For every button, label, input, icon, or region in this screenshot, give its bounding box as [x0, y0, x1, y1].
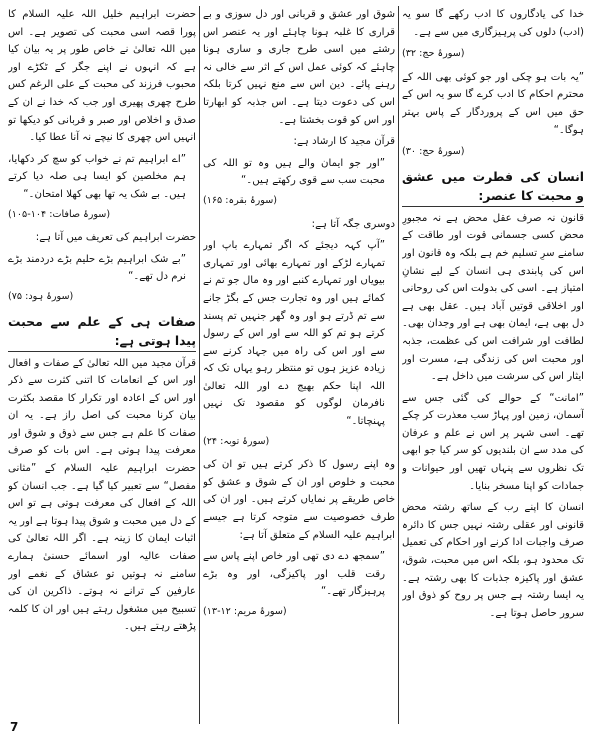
paragraph: قرآن مجید کا ارشاد ہے: — [293, 136, 395, 148]
page-number: 7 — [10, 720, 19, 734]
paragraph: خدا کی یادگاروں کا ادب رکھے گا سو یہ (ادب) دلوں کی پرہیزگاری میں سے ہے۔ — [402, 9, 584, 38]
middle-column — [203, 6, 395, 724]
paragraph: وہ اپنے رسول کا ذکر کرتے ہیں تو ان کی محبت و خلوص اور ان کے شوق و عشق کو خاص طریقے پر نمایاں کرتے ہیں۔ اور ان کی طرف خصوصیت سے متوجہ کرتا ہے جیسے ابراہیم علیہ السلام کے متعلق آتا ہے: — [203, 459, 395, 541]
paragraph: دوسری جگہ آتا ہے: — [311, 218, 395, 230]
column-divider — [199, 6, 200, 724]
left-column — [8, 6, 196, 724]
paragraph: قرآن مجید میں اللہ تعالیٰ کے صفات و افعال اور اس کے انعامات کا اتنی کثرت سے ذکر اور اس کے اعادہ اور تکرار کا مقصد بکثرت بیان کرنا محبت کی اصل راز ہے۔ یہ ان صفات کا علم ہے جس سے ذوق و شوق اور معرفت پیدا ہوتی ہے۔ اس بات کو صرف حضرت ابراہیم علیہ السلام کے ”مثانی مفصل“ سے تعبیر کیا گیا ہے۔ جب انسان کو اللہ کے افعال کی معرفت ہوتی ہے تو اس کے دل میں محبت و شوق پیدا ہوتا ہے اور یہ اثبات ایمان کا زینہ ہے۔ اگر اللہ تعالیٰ کی صفات عالیہ اور اسمائے حسنیٰ ہمارے سامنے نہ ہوتیں تو عشاق کے نغمے اور عارفین کے ترانے نہ ہوتے۔ ذاکرین ان کی تسبیح میں مشغول رہتے ہیں اور ان کا کلمہ پڑھتے رہتے ہیں۔ — [8, 357, 196, 633]
paragraph: انسان کا اپنے رب کے ساتھ رشتہ محض قانونی اور عقلی رشتہ نہیں جس کا دائرہ صرف واجبات ادا کرنے اور احکام کی تعمیل تک محدود ہو، بلکہ اس میں محبت، شوق، عشق اور پاکیزہ جذبات کا بھی رشتہ ہے۔ یہ ایسا رشتہ ہے جس پر روح کو ذوق اور سرور حاصل ہوتا ہے۔ — [402, 502, 584, 619]
paragraph: شوق اور عشق و قربانی اور دل سوزی و بے قراری کا غلبہ ہونا چاہئے اور یہ عنصر اس رشتے میں اسی طرح جاری و ساری ہونا چاہئے کہ کوئی عمل اس کے اثر سے خالی نہ رہنے پائے۔ دین اس سے منع نہیں کرتا بلکہ اس کی دعوت دیتا ہے۔ اس جذبہ کو ابھارتا اور اس کو قوت بخشتا ہے۔ — [203, 9, 395, 126]
paragraph: ”امانت“ کے حوالے کی گئی جس سے آسمان، زمین اور پہاڑ سب معذرت کر چکے تھے۔ اسی شہر پر اس نے علم و عرفان کی مدد سے ان بلندیوں کو سر کیا جو ابھی تک نظروں سے پنہاں تھیں اور حیوانات و جمادات کو اپنا مسخر بنایا۔ — [402, 392, 584, 492]
quran-reference: (سورۂ حج: ۳۰) — [402, 146, 465, 158]
section-heading: صفات ہی کے علم سے محبت پیدا ہوتی ہے: — [8, 312, 196, 352]
quran-reference: (سورۂ توبہ: ۲۴) — [203, 435, 270, 447]
section-heading: انسان کی فطرت میں عشق و محبت کا عنصر: — [402, 167, 584, 207]
quran-verse: ”اور جو ایمان والے ہیں وہ تو اللہ کی محبت سب سے قوی رکھتے ہیں۔“ — [203, 157, 385, 187]
quran-reference: (سورۂ ہود: ۷۵) — [8, 290, 74, 302]
paragraph: ”یہ بات ہو چکی اور جو کوئی بھی اللہ کے محترم احکام کا ادب کرے گا سو یہ اس کے حق میں اس کے پروردگار کے پاس بہتر ہوگا۔“ — [402, 71, 584, 136]
quran-verse: ”بے شک ابراہیم بڑے حلیم بڑے دردمند بڑے نرم دل تھے۔“ — [8, 253, 186, 283]
paragraph: حضرت ابراہیم خلیل اللہ علیہ السلام کا پورا قصہ اسی محبت کی تصویر ہے۔ اس میں اللہ تعالیٰ نے خاص طور پر یہ بیان کیا ہے کہ انہوں نے اپنے جگر کے ٹکڑے اور محبوب فرزند کی محبت کے علی الرغم کس طرح چھری پھیری اور جب کہ خدا نے ان کے صدق و اخلاص اور صبر و قربانی کو دیکھا تو انہیں اس چھری کا نیچے نہ آنا عطا کیا۔ — [8, 9, 196, 144]
quran-reference: (سورۂ بقرہ: ۱۶۵) — [203, 194, 277, 206]
quran-verse: ”سمجھ دے دی تھی اور خاص اپنے پاس سے رقت قلب اور پاکیزگی، اور وہ بڑے پرہیزگار تھے۔“ — [203, 551, 385, 598]
paragraph: حضرت ابراہیم کی تعریف میں آتا ہے: — [35, 232, 196, 244]
column-divider — [398, 6, 399, 724]
quran-verse: ”اے ابراہیم تم نے خواب کو سچ کر دکھایا، ہم مخلصین کو ایسا ہی صلہ دیا کرتے ہیں۔ بے شک یہ تھا بھی کھلا امتحان۔“ — [8, 153, 186, 200]
quran-reference: (سورۂ صافات: ۱۰۴-۱۰۵) — [8, 208, 111, 220]
quran-reference: (سورۂ حج: ۳۲) — [402, 48, 465, 60]
right-column — [402, 6, 584, 724]
quran-verse: ”آپ کہہ دیجئے کہ اگر تمہارے باپ اور تمہارے لڑکے اور تمہارے بھائی اور تمہاری بیویاں اور تمہارے کنبے اور وہ مال جو تم نے کمائے ہیں اور وہ تجارت جس کے بگڑ جانے سے تم ڈرتے ہو اور وہ گھر جنہیں تم پسند کرتے ہو تم کو اللہ سے اور اس کے رسول سے اور اس کی راہ میں جہاد کرنے سے زیادہ عزیز ہوں تو منتظر رہو یہاں تک کہ اللہ اپنا حکم بھیج دے اور اللہ تعالیٰ نافرمان لوگوں کو مقصود تک نہیں پہنچاتا۔“ — [203, 240, 385, 428]
quran-reference: (سورۂ مریم: ۱۲-۱۳) — [203, 606, 287, 617]
paragraph: قانون نہ صرف عقل محض ہے نہ مجبورِ محض کسی جسمانی قوت اور طاقت کے سامنے سرِ تسلیم خم ہے بلکہ وہ قانون اور اس کی پابندی ہی انسان کے لیے نشانِ امتیاز ہے۔ اسی کی بدولت اس کی روحانی اور اخلاقی قوتیں آباد ہیں۔ عقل بھی ہے دل بھی ہے، ایمان بھی ہے اور وجدان بھی۔ لطافت اور شرافت اس کی عظمت، جذبہ اور محبت اس کی زندگی ہے، مسرت اور ایثار اس کی سرشت میں داخل ہے۔ — [402, 212, 584, 383]
